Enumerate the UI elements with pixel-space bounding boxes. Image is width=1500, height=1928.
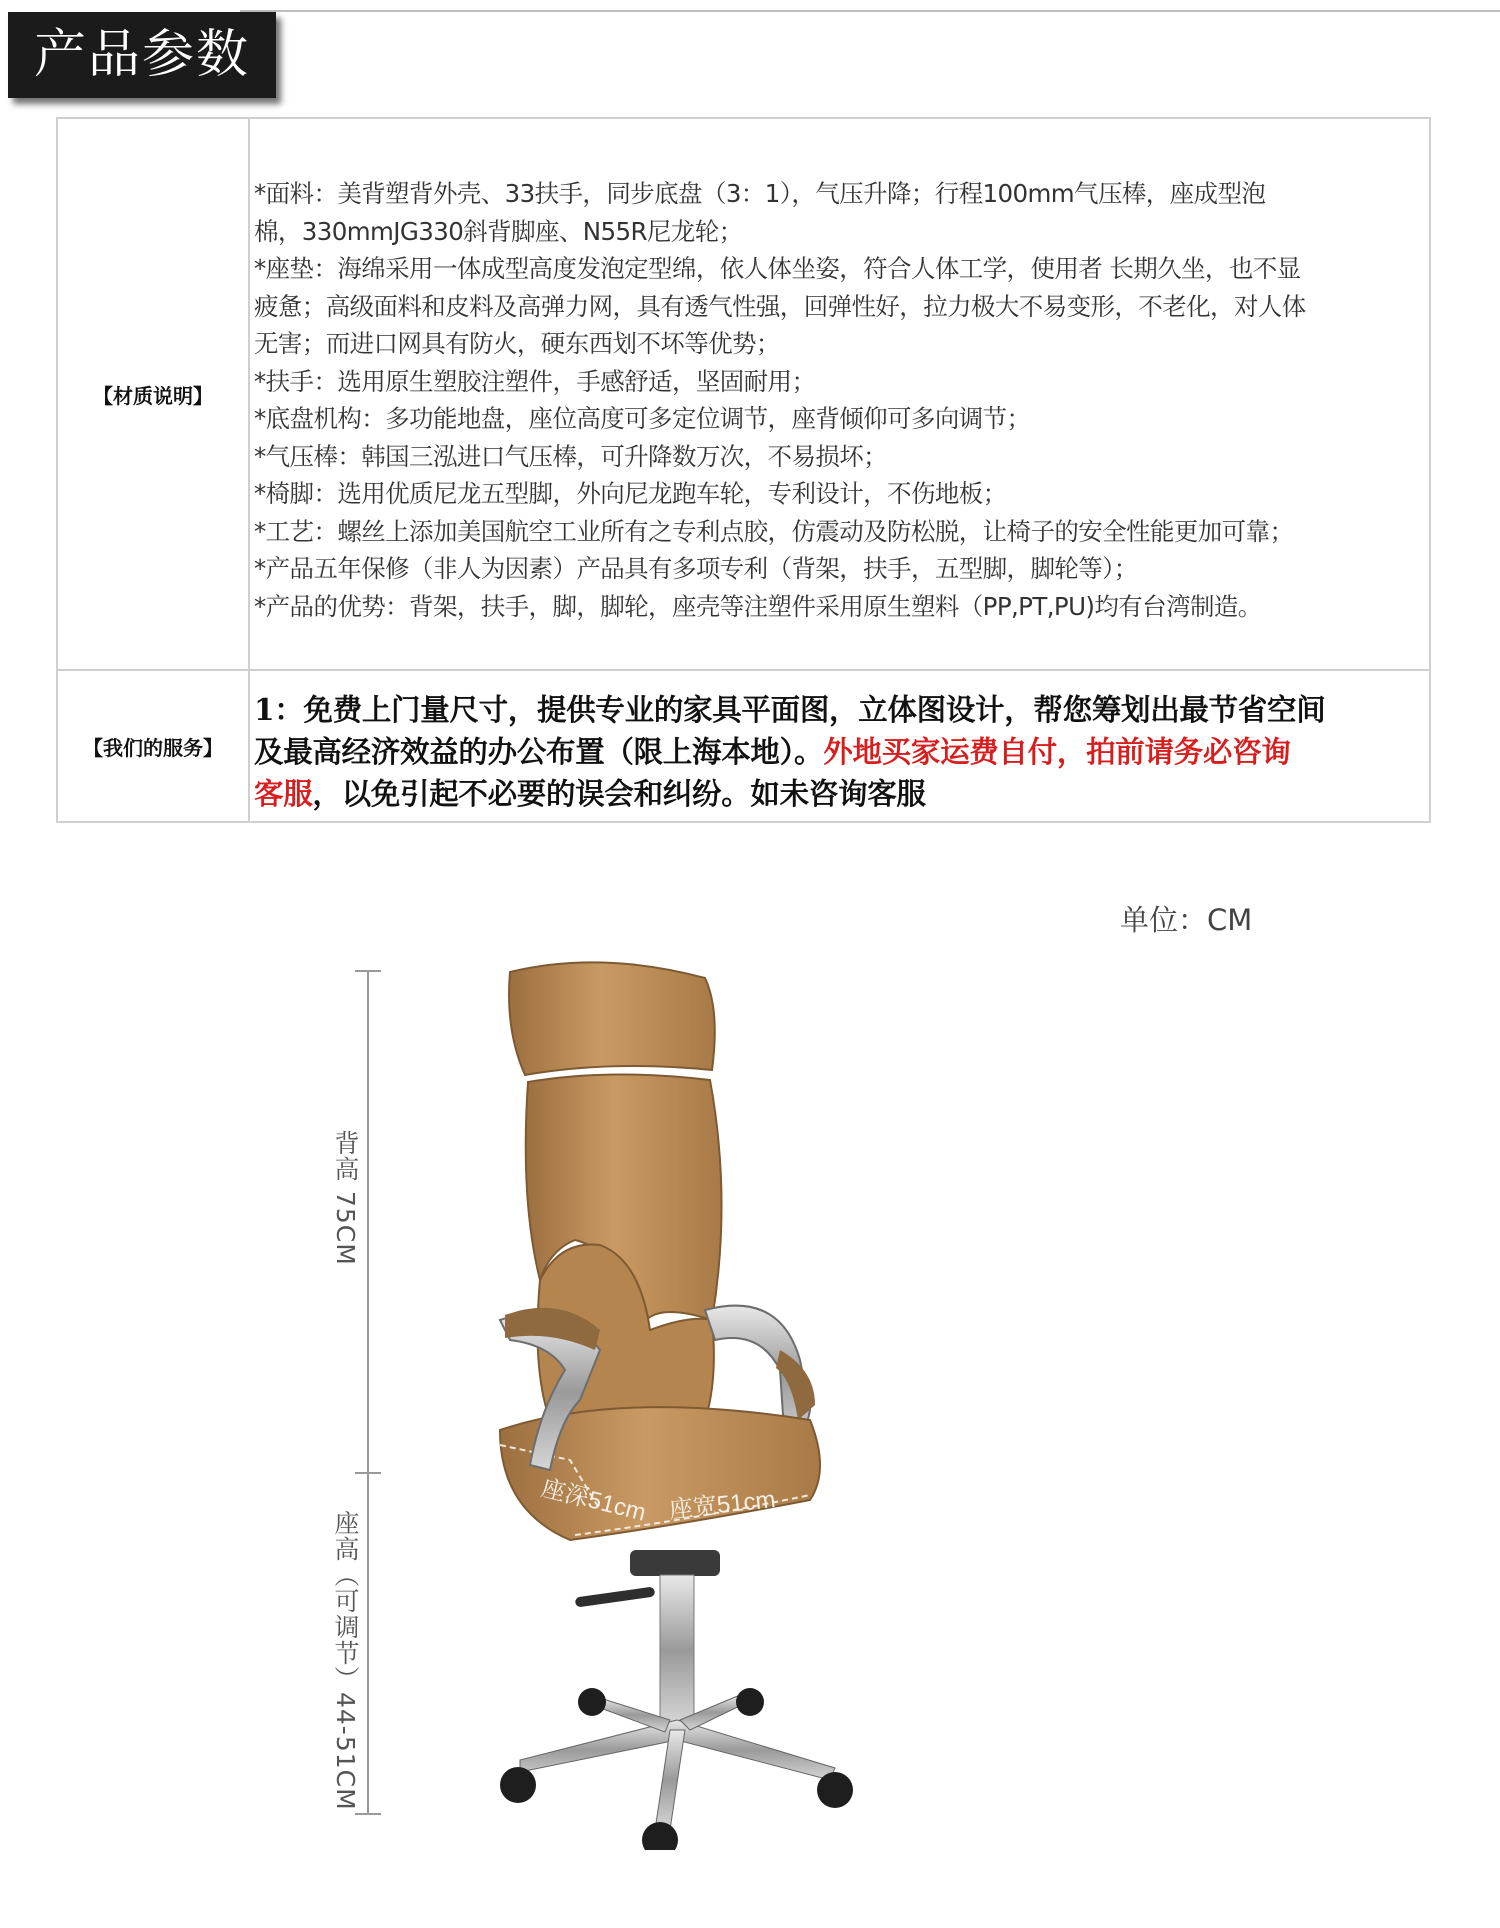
- material-line: *椅脚：选用优质尼龙五型脚，外向尼龙跑车轮，专利设计，不伤地板；: [254, 479, 1007, 508]
- caster-wheel: [642, 1822, 678, 1850]
- material-line: *底盘机构：多功能地盘，座位高度可多定位调节，座背倾仰可多向调节；: [254, 404, 1031, 433]
- chair-mechanism: [630, 1550, 720, 1576]
- material-line: *气压棒：韩国三泓进口气压棒，可升降数万次，不易损坏；: [254, 441, 888, 471]
- unit-label: 单位：CM: [1120, 903, 1253, 937]
- caster-wheel: [500, 1767, 536, 1803]
- material-line: *产品的优势：背架，扶手，脚，脚轮，座壳等注塑件采用原生塑料（PP,PT,PU)均有台湾制造。: [254, 591, 1262, 621]
- seat-height-label: 座高（可调节）44-51CM: [331, 1510, 360, 1811]
- page-title: 产品参数: [8, 12, 276, 98]
- material-line: *面料：美背塑背外壳、33扶手，同步底盘（3：1），气压升降；行程100mm气压棒，座成型泡: [254, 179, 1266, 208]
- back-height-label: 背高 75CM: [331, 1130, 360, 1266]
- chair-base-back-left: [595, 1698, 670, 1732]
- chair-headrest: [509, 962, 715, 1075]
- chair-illustration: [480, 950, 1040, 1850]
- dimension-tick: [355, 970, 381, 972]
- height-dimension-line: [367, 970, 369, 1815]
- service-text: ，以免引起不必要的误会和纠纷。如未咨询客服: [312, 776, 926, 811]
- material-line: *座垫：海绵采用一体成型高度发泡定型绵，依人体坐姿，符合人体工学，使用者 长期久坐，也不显: [254, 254, 1301, 283]
- caster-wheel: [817, 1772, 853, 1808]
- chair-lever: [575, 1586, 656, 1607]
- service-text: 及最高经济效益的办公布置（限上海本地）。: [254, 734, 824, 769]
- seat-width-label: 座宽51cm: [667, 1485, 777, 1524]
- spec-table: [56, 117, 1431, 823]
- material-line: 疲惫；高级面料和皮料及高弹力网，具有透气性强，回弹性好，拉力极大不易变形，不老化，对人体: [254, 291, 1306, 321]
- service-line-3: [254, 773, 1419, 815]
- material-line: 棉，330mmJG330斜背脚座、N55R尼龙轮；: [254, 216, 743, 246]
- caster-wheel: [736, 1688, 764, 1716]
- dimension-tick: [355, 1813, 381, 1815]
- material-line: *扶手：选用原生塑胶注塑件，手感舒适，坚固耐用；: [254, 366, 816, 396]
- top-divider: [240, 10, 1500, 12]
- material-line: *产品五年保修（非人为因素）产品具有多项专利（背架，扶手，五型脚，脚轮等）；: [254, 554, 1138, 583]
- caster-wheel: [578, 1688, 606, 1716]
- material-description: [249, 118, 1430, 670]
- service-row: [57, 670, 1430, 822]
- service-warning-text: 客服: [254, 776, 313, 811]
- material-line: *工艺：螺丝上添加美国航空工业所有之专利点胶，仿震动及防松脱，让椅子的安全性能更加可靠；: [254, 516, 1294, 546]
- dimension-tick: [355, 1472, 381, 1474]
- service-label: 【我们的服务】: [57, 670, 249, 822]
- service-line-1: 1：免费上门量尺寸，提供专业的家具平面图，立体图设计，帮您筹划出最节省空间: [254, 692, 1326, 727]
- office-chair-image: [480, 950, 1040, 1850]
- seat-depth-label: 座深51cm: [538, 1474, 649, 1527]
- material-label: 【材质说明】: [57, 118, 249, 670]
- service-description: [249, 670, 1430, 822]
- service-line-2: [254, 731, 1419, 773]
- material-row: [57, 118, 1430, 670]
- chair-base-front: [655, 1730, 685, 1830]
- material-line: 无害；而进口网具有防火，硬东西划不坏等优势；: [254, 329, 780, 358]
- service-warning-text: 外地买家运费自付，拍前请务必咨询: [823, 734, 1291, 769]
- chair-gas-lift: [660, 1575, 694, 1725]
